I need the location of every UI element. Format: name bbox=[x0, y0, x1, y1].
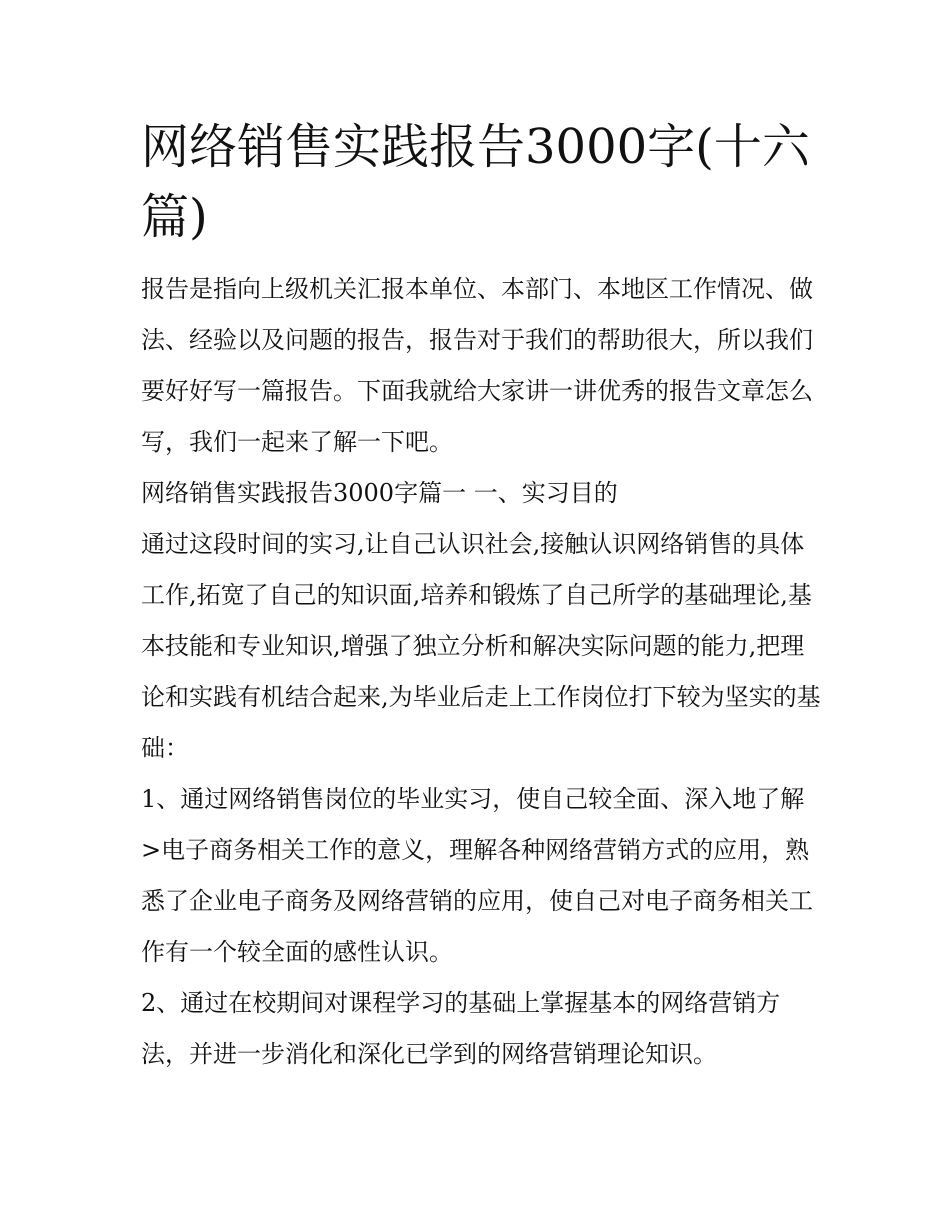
document-title: 网络销售实践报告3000字(十六篇) bbox=[141, 119, 810, 245]
paragraph-intro: 报告是指向上级机关汇报本单位、本部门、本地区工作情况、做法、经验以及问题的报告，报告对于我们的帮助很大，所以我们要好好写一篇报告。下面我就给大家讲一讲优秀的报告文章怎么写，我们一起来了解一下吧。 bbox=[141, 275, 813, 456]
paragraph-item-1: 1、通过网络销售岗位的毕业实习，使自己较全面、深入地了解>电子商务相关工作的意义，理解各种网络营销方式的应用，熟悉了企业电子商务及网络营销的应用，使自己对电子商务相关工作有一个较全面的感性认识。 bbox=[141, 785, 813, 966]
document-body bbox=[141, 264, 822, 1080]
paragraph-item-2: 2、通过在校期间对课程学习的基础上掌握基本的网络营销方法，并进一步消化和深化已学到的网络营销理论知识。 bbox=[141, 989, 781, 1068]
paragraph-section-heading: 网络销售实践报告3000字篇一 一、实习目的 bbox=[141, 479, 618, 507]
paragraph-purpose: 通过这段时间的实习,让自己认识社会,接触认识网络销售的具体工作,拓宽了自己的知识面,培养和锻炼了自己所学的基础理论,基本技能和专业知识,增强了独立分析和解决实际问题的能力,把理论和实践有机结合起来,为毕业后走上工作岗位打下较为坚实的基础： bbox=[141, 530, 821, 762]
